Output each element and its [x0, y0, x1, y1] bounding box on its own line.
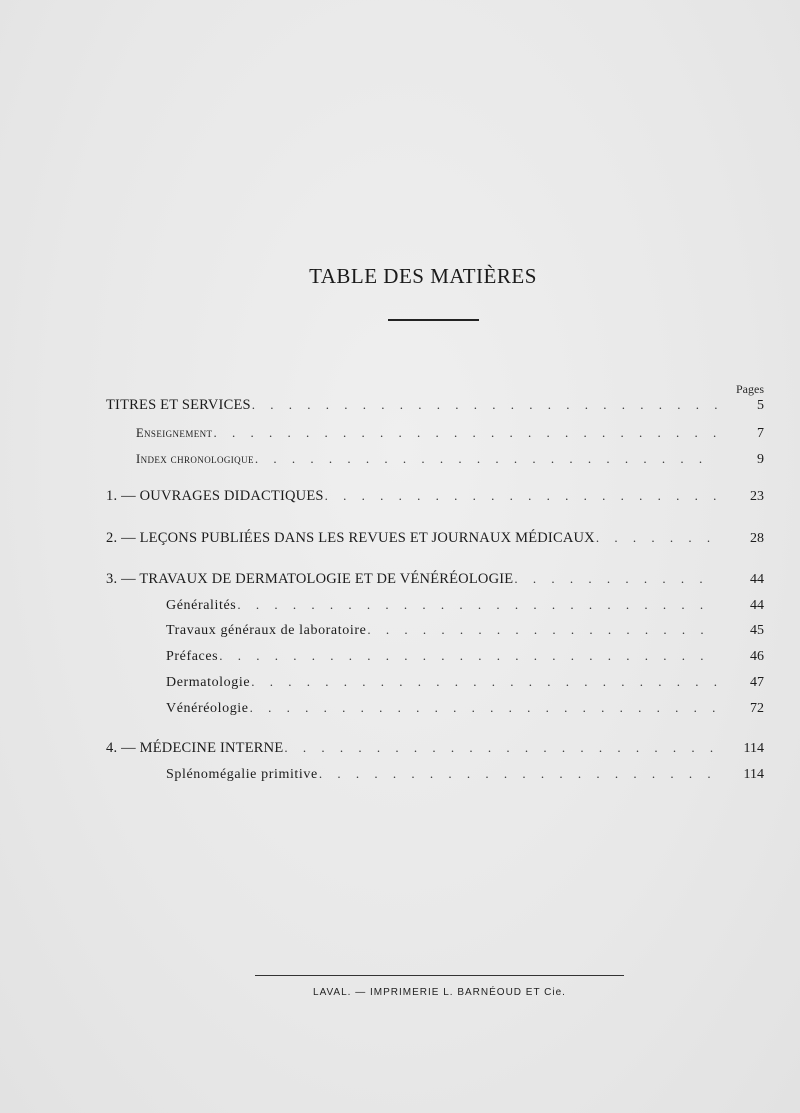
toc-entry [136, 425, 764, 447]
toc-entry-page: 114 [743, 741, 764, 756]
dot-leader [213, 425, 718, 441]
toc-entry [136, 451, 764, 473]
toc-entry [106, 571, 764, 593]
toc-entry-label: 3. — TRAVAUX DE DERMATOLOGIE ET DE VÉNÉRÉOLOGIE [106, 571, 514, 587]
toc-entry-page: 7 [757, 426, 764, 441]
dot-leader [284, 740, 718, 756]
toc-entry-page: 23 [750, 489, 764, 504]
dot-leader [251, 674, 718, 690]
toc-entry [106, 740, 764, 762]
toc-entry [166, 766, 764, 788]
dot-leader [252, 397, 718, 413]
toc-entry-page: 9 [757, 452, 764, 467]
toc-entry-page: 114 [743, 767, 764, 782]
toc-entry-page: 5 [757, 398, 764, 413]
toc-entry [106, 530, 764, 552]
printer-imprint: LAVAL. — IMPRIMERIE L. BARNÉOUD ET Cie. [313, 987, 566, 998]
toc-entry [166, 648, 764, 670]
toc-entry-label: Index chronologique [136, 452, 254, 466]
toc-entry-page: 28 [750, 531, 764, 546]
footer-rule [255, 975, 624, 976]
dot-leader [237, 597, 718, 613]
toc-entry-label: 2. — LEÇONS PUBLIÉES DANS LES REVUES ET JOURNAUX MÉDICAUX [106, 530, 595, 546]
dot-leader [219, 648, 718, 664]
toc-entry-page: 44 [750, 572, 764, 587]
toc-entry [106, 397, 764, 419]
toc-entry-label: Vénéréologie [166, 701, 249, 716]
toc-entry-page: 46 [750, 649, 764, 664]
toc-entry-page: 47 [750, 675, 764, 690]
pages-column-header: Pages [736, 382, 764, 396]
toc-entry-label: TITRES ET SERVICES [106, 397, 251, 413]
toc-entry-label: 4. — MÉDECINE INTERNE [106, 740, 284, 756]
dot-leader [250, 700, 718, 716]
dot-leader [367, 622, 718, 638]
toc-entry-label: Enseignement [136, 426, 213, 440]
toc-entry-label: Généralités [166, 598, 237, 613]
toc-entry-page: 72 [750, 701, 764, 716]
toc-entry-label: Travaux généraux de laboratoire [166, 623, 367, 638]
toc-entry-page: 45 [750, 623, 764, 638]
toc-entry [166, 700, 764, 722]
toc-entry-label: Préfaces [166, 649, 219, 664]
toc-entry [166, 674, 764, 696]
toc-entry [106, 488, 764, 510]
dot-leader [255, 451, 718, 467]
toc-entry-page: 44 [750, 598, 764, 613]
toc-entry [166, 622, 764, 644]
toc-entry-label: 1. — OUVRAGES DIDACTIQUES [106, 488, 324, 504]
dot-leader [514, 571, 718, 587]
toc-entry-label: Splénomégalie primitive [166, 767, 318, 782]
dot-leader [325, 488, 718, 504]
dot-leader [596, 530, 718, 546]
dot-leader [319, 766, 718, 782]
toc-entry [166, 597, 764, 619]
toc-entry-label: Dermatologie [166, 675, 251, 690]
title-underline [388, 319, 479, 321]
page-title: TABLE DES MATIÈRES [309, 264, 537, 288]
